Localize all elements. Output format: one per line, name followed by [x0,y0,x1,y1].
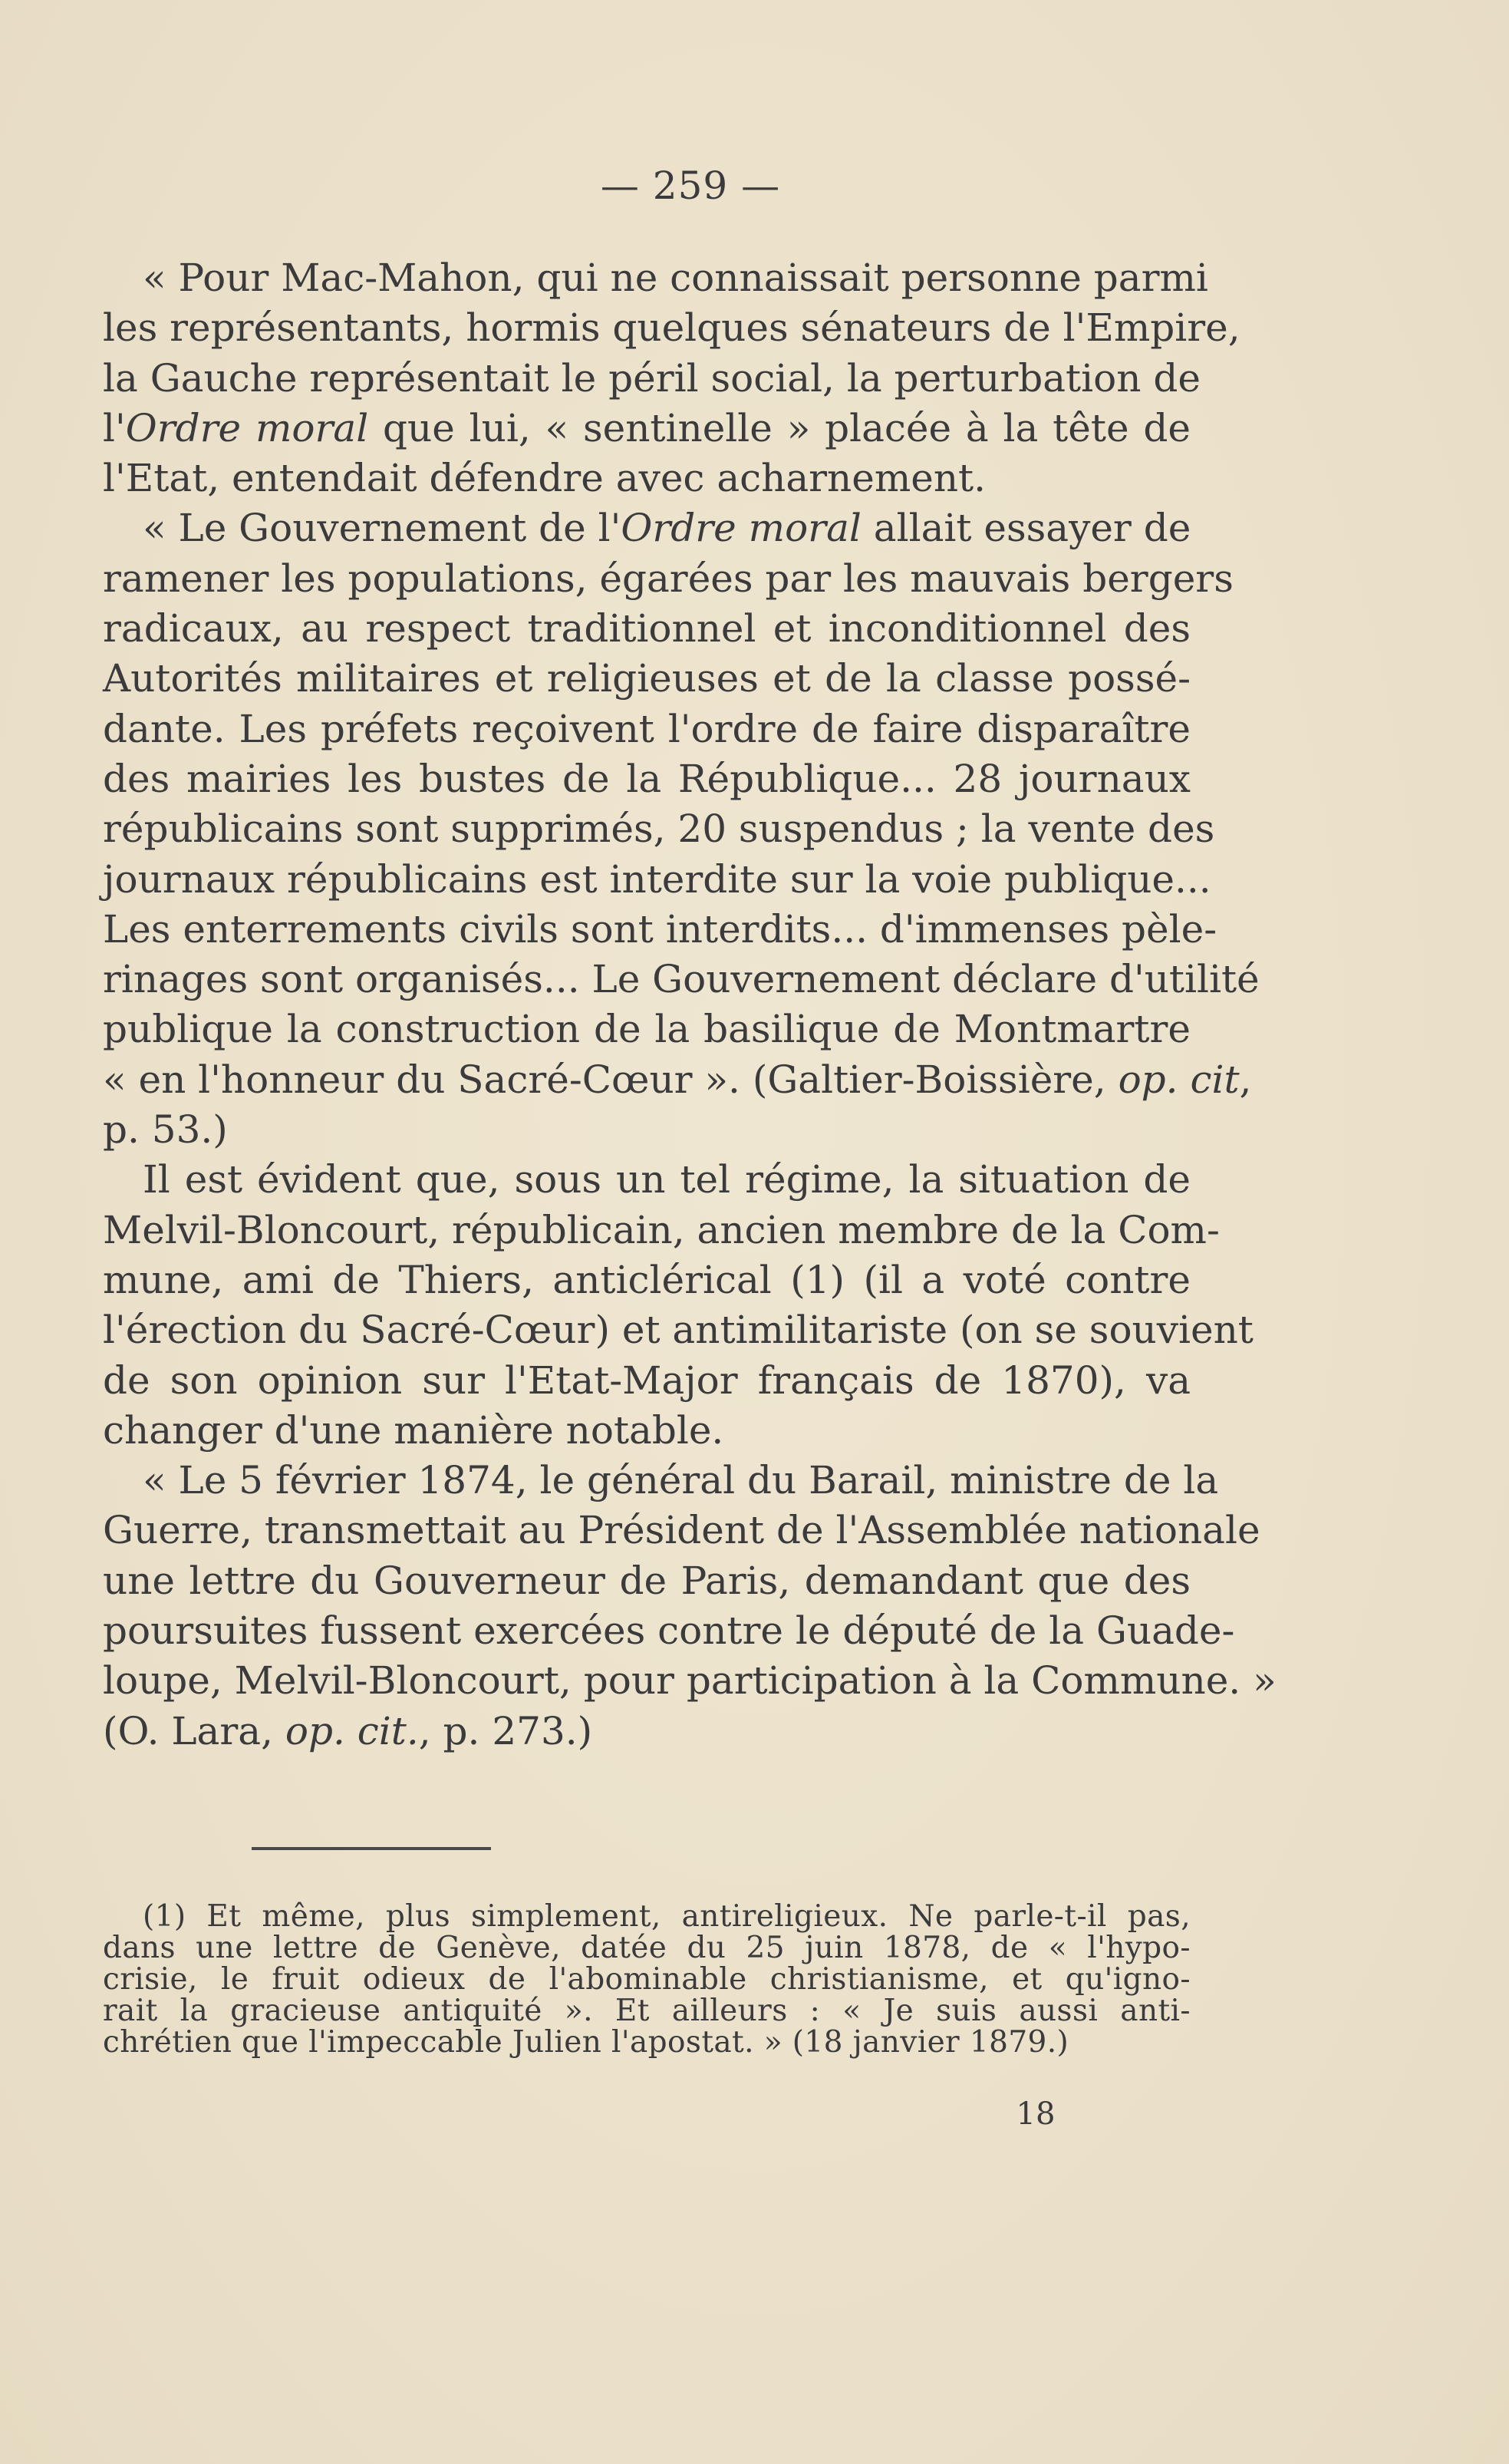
text-line: la Gauche représentait le péril social, la perturbation de [103,355,1201,401]
footnote-separator [252,1847,491,1850]
text-line: l'Ordre moral que lui, « sentinelle » placée à la tête de [103,405,1191,450]
text-line: poursuites fussent exercées contre le député de la Guade- [103,1608,1235,1654]
text-line: changer d'une manière notable. [103,1407,724,1453]
text-line: de son opinion sur l'Etat-Major français de 1870), va [103,1357,1191,1403]
footnote-line: crisie, le fruit odieux de l'abominable christianisme, et qu'igno- [103,1962,1191,1997]
footnote-line: rait la gracieuse antiquité ». Et ailleurs : « Je suis aussi anti- [103,1994,1191,2028]
text-line: l'Etat, entendait défendre avec acharnement. [103,456,987,501]
text-line: « Pour Mac-Mahon, qui ne connaissait personne parmi [143,256,1208,300]
text-line: Les enterrements civils sont interdits... d'immenses pèle- [103,906,1217,952]
text-line: Guerre, transmettait au Président de l'Assemblée nationale [103,1508,1260,1553]
text-line: les représentants, hormis quelques sénateurs de l'Empire, [103,305,1240,351]
text-line: « Le Gouvernement de l'Ordre moral allait essayer de [143,506,1191,551]
text-line: Il est évident que, sous un tel régime, la situation de [143,1157,1191,1202]
footnote-line: chrétien que l'impeccable Julien l'apostat. » (18 janvier 1879.) [103,2025,1069,2060]
text-line: publique la construction de la basilique de Montmartre [103,1007,1191,1052]
text-line: dante. Les préfets reçoivent l'ordre de faire disparaître [103,706,1191,751]
footnote-line: (1) Et même, plus simplement, antireligieux. Ne parle-t-il pas, [143,1899,1191,1934]
text-line: journaux républicains est interdite sur la voie publique... [103,856,1211,902]
text-line: une lettre du Gouverneur de Paris, demandant que des [103,1558,1191,1603]
signature-mark: 18 [1016,2096,1056,2132]
text-line: Melvil-Bloncourt, républicain, ancien membre de la Com- [103,1207,1220,1252]
text-line: radicaux, au respect traditionnel et inconditionnel des [103,606,1191,651]
text-line: p. 53.) [103,1107,228,1153]
text-line: des mairies les bustes de la République... 28 journaux [103,756,1191,801]
text-line: mune, ami de Thiers, anticlérical (1) (il a voté contre [103,1257,1191,1302]
text-line: « Le 5 février 1874, le général du Barail, ministre de la [143,1458,1219,1503]
text-line: ramener les populations, égarées par les mauvais bergers [103,556,1234,601]
page-number: — 259 — [600,163,781,208]
text-line: l'érection du Sacré-Cœur) et antimilitariste (on se souvient [103,1308,1254,1353]
text-line: « en l'honneur du Sacré-Cœur ». (Galtier-Boissière, op. cit, [103,1057,1252,1102]
text-line: rinages sont organisés... Le Gouvernement déclare d'utilité [103,957,1260,1002]
text-line: Autorités militaires et religieuses et de la classe possé- [103,656,1191,701]
text-line: loupe, Melvil-Bloncourt, pour participation à la Commune. » [103,1658,1277,1704]
text-line: (O. Lara, op. cit., p. 273.) [103,1708,593,1753]
footnote-line: dans une lettre de Genève, datée du 25 juin 1878, de « l'hypo- [103,1931,1191,1965]
text-line: républicains sont supprimés, 20 suspendus ; la vente des [103,806,1215,852]
footnotes [103,1901,1191,2058]
main-text [103,253,1277,1756]
